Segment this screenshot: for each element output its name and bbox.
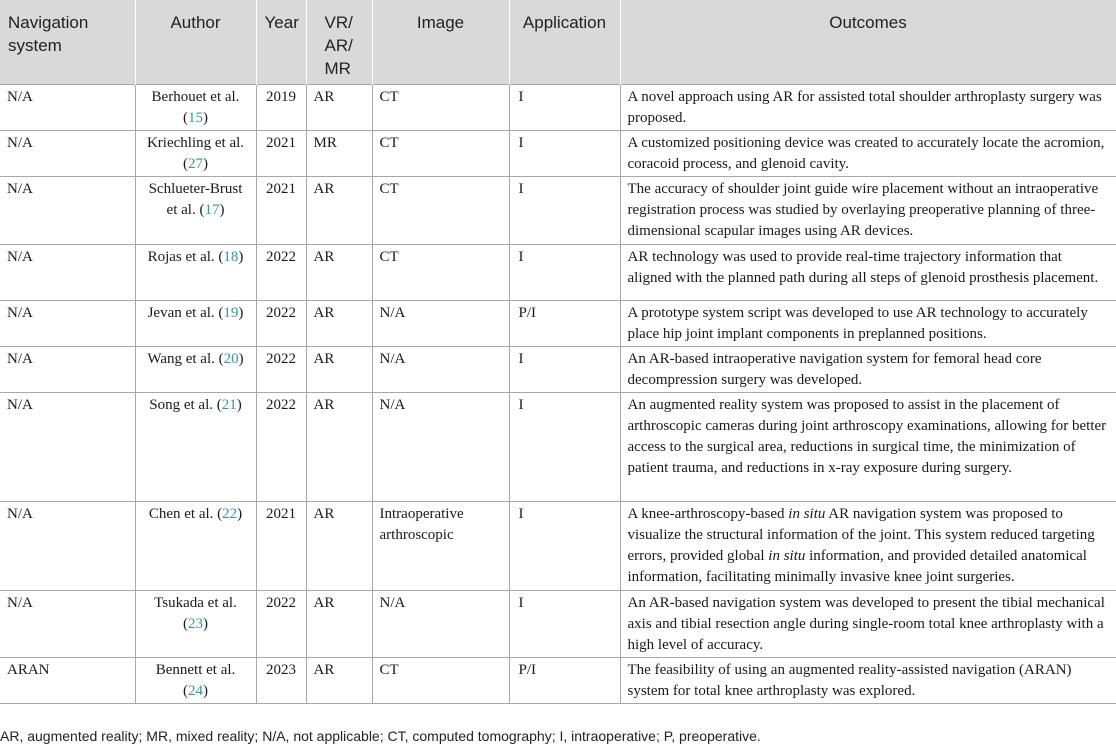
- outcomes-cell: [620, 347, 1116, 393]
- author-name: Schlueter-Brust et al.: [148, 181, 243, 218]
- table-row: [0, 658, 1116, 704]
- author-name: Bennett et al.: [155, 662, 236, 678]
- year-cell: 2022: [256, 591, 306, 658]
- table-row: [0, 131, 1116, 177]
- image-cell: Intraoperative arthroscopic: [372, 502, 509, 591]
- header-row: [0, 0, 1116, 85]
- reference-link[interactable]: 23: [188, 616, 203, 632]
- application-cell: I: [509, 502, 620, 591]
- application-cell: I: [509, 591, 620, 658]
- header-author: Author: [135, 0, 256, 85]
- table-row: [0, 177, 1116, 245]
- vr-ar-mr-cell: AR: [306, 245, 372, 301]
- outcome-text: in situ: [788, 506, 826, 522]
- author-name: Song et al.: [149, 397, 213, 413]
- outcomes-cell: [620, 591, 1116, 658]
- table-row: [0, 347, 1116, 393]
- outcomes-cell: [620, 245, 1116, 301]
- author-cell: Kriechling et al. (27): [135, 131, 256, 177]
- vr-ar-mr-cell: AR: [306, 502, 372, 591]
- year-cell: 2022: [256, 301, 306, 347]
- author-cell: Schlueter-Brust et al. (17): [135, 177, 256, 245]
- year-cell: 2019: [256, 85, 306, 131]
- outcomes-cell: [620, 658, 1116, 704]
- reference-link[interactable]: 15: [188, 110, 203, 126]
- year-cell: 2022: [256, 393, 306, 502]
- navigation-system-cell: N/A: [0, 177, 135, 245]
- table-row: [0, 591, 1116, 658]
- image-cell: CT: [372, 131, 509, 177]
- reference-link[interactable]: 22: [222, 506, 238, 522]
- application-cell: P/I: [509, 301, 620, 347]
- image-cell: N/A: [372, 591, 509, 658]
- outcome-text: AR technology was used to provide real-time trajectory information that aligned with the planned path during all steps of glenoid prosthesis placement.: [627, 249, 1099, 286]
- outcome-text: An AR-based navigation system was developed to present the tibial mechanical axis and tibial resection angle during single-room total knee arthroplasty with a high level of accuracy.: [627, 595, 1105, 653]
- outcomes-cell: [620, 85, 1116, 131]
- table-row: [0, 301, 1116, 347]
- outcomes-cell: [620, 393, 1116, 502]
- navigation-system-cell: N/A: [0, 131, 135, 177]
- author-cell: Bennett et al. (24): [135, 658, 256, 704]
- navigation-system-cell: N/A: [0, 502, 135, 591]
- outcomes-cell: [620, 502, 1116, 591]
- author-name: Wang et al.: [147, 351, 215, 367]
- year-cell: 2022: [256, 347, 306, 393]
- outcome-text: An augmented reality system was proposed to assist in the placement of arthroscopic cameras during joint arthroscopy examinations, allowing for better access to the surgical area, reductions in surgical time, the minimization of patient trauma, and reductions in x-ray exposure during surgery.: [627, 397, 1107, 476]
- outcome-text: in situ: [768, 548, 806, 564]
- author-cell: Berhouet et al. (15): [135, 85, 256, 131]
- application-cell: P/I: [509, 658, 620, 704]
- image-cell: CT: [372, 85, 509, 131]
- header-vr-ar-mr: VR/ AR/ MR: [306, 0, 372, 85]
- table-row: [0, 85, 1116, 131]
- author-name: Berhouet et al.: [151, 89, 240, 105]
- vr-ar-mr-cell: AR: [306, 177, 372, 245]
- table-footnote: AR, augmented reality; MR, mixed reality; N/A, not applicable; CT, computed tomography; I, intraoperative; P, preoperative.: [0, 728, 761, 744]
- reference-link[interactable]: 18: [223, 249, 239, 265]
- image-cell: N/A: [372, 393, 509, 502]
- outcomes-cell: [620, 301, 1116, 347]
- application-cell: I: [509, 347, 620, 393]
- year-cell: 2021: [256, 131, 306, 177]
- vr-ar-mr-cell: AR: [306, 393, 372, 502]
- outcome-text: The feasibility of using an augmented reality-assisted navigation (ARAN) system for total knee arthroplasty was explored.: [627, 662, 1072, 699]
- outcome-text: information, and provided detailed anatomical information, facilitating minimally invasive knee joint surgeries.: [627, 548, 1087, 585]
- image-cell: CT: [372, 658, 509, 704]
- image-cell: N/A: [372, 347, 509, 393]
- navigation-system-cell: N/A: [0, 591, 135, 658]
- vr-ar-mr-cell: AR: [306, 85, 372, 131]
- table-row: [0, 502, 1116, 591]
- author-name: Kriechling et al.: [146, 135, 245, 151]
- header-year: Year: [256, 0, 306, 85]
- image-cell: CT: [372, 177, 509, 245]
- author-cell: Jevan et al. (19): [135, 301, 256, 347]
- reference-link[interactable]: 21: [221, 397, 237, 413]
- author-cell: Rojas et al. (18): [135, 245, 256, 301]
- year-cell: 2021: [256, 177, 306, 245]
- reference-link[interactable]: 24: [188, 683, 203, 699]
- reference-link[interactable]: 19: [223, 305, 239, 321]
- header-outcomes: Outcomes: [620, 0, 1116, 85]
- author-cell: Song et al. (21): [135, 393, 256, 502]
- table-row: [0, 393, 1116, 502]
- author-name: Rojas et al.: [147, 249, 215, 265]
- application-cell: I: [509, 177, 620, 245]
- header-application: Application: [509, 0, 620, 85]
- outcomes-cell: [620, 131, 1116, 177]
- vr-ar-mr-cell: MR: [306, 131, 372, 177]
- outcome-text: An AR-based intraoperative navigation system for femoral head core decompression surgery was developed.: [627, 351, 1042, 388]
- vr-ar-mr-cell: AR: [306, 301, 372, 347]
- image-cell: N/A: [372, 301, 509, 347]
- navigation-system-cell: N/A: [0, 301, 135, 347]
- application-cell: I: [509, 393, 620, 502]
- table-row: [0, 245, 1116, 301]
- navigation-system-cell: N/A: [0, 393, 135, 502]
- outcome-text: A prototype system script was developed to use AR technology to accurately place hip joint implant components in preplanned positions.: [627, 305, 1088, 342]
- reference-link[interactable]: 20: [223, 351, 239, 367]
- outcome-text: A novel approach using AR for assisted total shoulder arthroplasty surgery was proposed.: [627, 89, 1102, 126]
- vr-ar-mr-cell: AR: [306, 658, 372, 704]
- outcome-text: A customized positioning device was created to accurately locate the acromion, coracoid process, and glenoid cavity.: [627, 135, 1105, 172]
- navigation-system-cell: N/A: [0, 347, 135, 393]
- author-cell: Tsukada et al. (23): [135, 591, 256, 658]
- application-cell: I: [509, 245, 620, 301]
- header-navigation-system: Navigation system: [0, 0, 135, 85]
- reference-link[interactable]: 27: [188, 156, 203, 172]
- application-cell: I: [509, 131, 620, 177]
- outcome-text: AR navigation system was proposed to visualize the structural information of the joint. This system reduced targeting errors, provided global: [627, 506, 1095, 564]
- author-cell: Wang et al. (20): [135, 347, 256, 393]
- application-cell: I: [509, 85, 620, 131]
- reference-link[interactable]: 17: [204, 202, 220, 218]
- author-name: Jevan et al.: [147, 305, 215, 321]
- outcome-text: A knee-arthroscopy-based: [627, 506, 789, 522]
- vr-ar-mr-cell: AR: [306, 591, 372, 658]
- navigation-system-cell: N/A: [0, 85, 135, 131]
- image-cell: CT: [372, 245, 509, 301]
- header-image: Image: [372, 0, 509, 85]
- vr-ar-mr-cell: AR: [306, 347, 372, 393]
- author-name: Tsukada et al.: [154, 595, 237, 611]
- outcome-text: The accuracy of shoulder joint guide wire placement without an intraoperative registration process was studied by overlaying preoperative planning of three-dimensional scapular images using AR devices.: [627, 181, 1099, 239]
- navigation-system-cell: ARAN: [0, 658, 135, 704]
- navigation-system-cell: N/A: [0, 245, 135, 301]
- year-cell: 2023: [256, 658, 306, 704]
- author-cell: Chen et al. (22): [135, 502, 256, 591]
- year-cell: 2021: [256, 502, 306, 591]
- outcomes-cell: [620, 177, 1116, 245]
- year-cell: 2022: [256, 245, 306, 301]
- author-name: Chen et al.: [148, 506, 214, 522]
